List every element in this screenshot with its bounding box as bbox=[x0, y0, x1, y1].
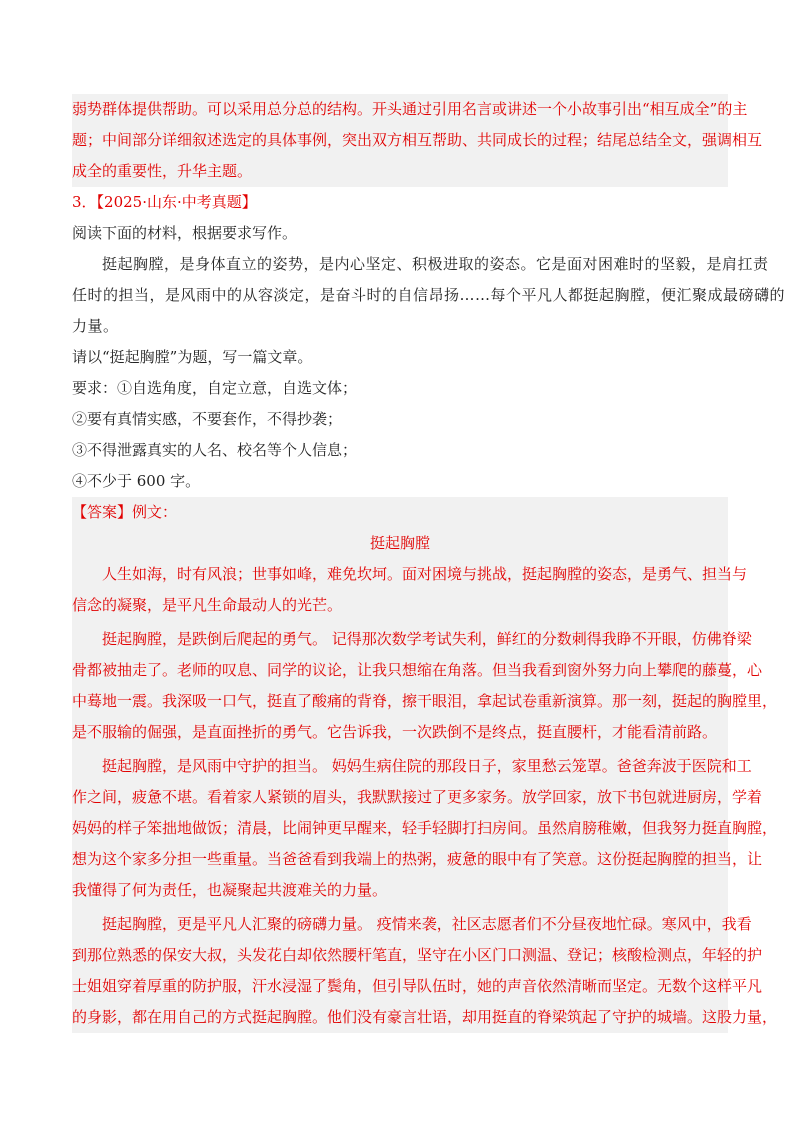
document-page bbox=[72, 94, 786, 1033]
material-line: 挺起胸膛，是身体直立的姿势，是内心坚定、积极进取的姿态。它是面对困难时的坚毅，是肩扛责 bbox=[102, 255, 769, 273]
essay-line: 想为这个家多分担一些重量。当爸爸看到我端上的热粥，疲惫的眼中有了笑意。这份挺起胸膛的担当，让 bbox=[72, 850, 763, 868]
requirement-item: ②要有真情实感，不要套作，不得抄袭； bbox=[72, 410, 343, 428]
intro-line: 成全的重要性，升华主题。 bbox=[72, 162, 253, 180]
question-instruction: 阅读下面的材料，根据要求写作。 bbox=[72, 224, 298, 242]
question-material bbox=[72, 249, 786, 342]
essay-line: 的身影，都在用自己的方式挺起胸膛。他们没有豪言壮语，却用挺直的脊梁筑起了守护的城墙。这股力量， bbox=[72, 1008, 778, 1026]
material-line: 任时的担当，是风雨中的从容淡定，是奋斗时的自信昂扬……每个平凡人都挺起胸膛，便汇聚成最磅礴的 bbox=[72, 286, 786, 304]
material-line: 力量。 bbox=[72, 317, 119, 335]
intro-line: 弱势群体提供帮助。可以采用总分总的结构。开头通过引用名言或讲述一个小故事引出“相互成全”的主 bbox=[72, 100, 748, 118]
essay-line: 人生如海，时有风浪；世事如峰，难免坎坷。面对困境与挑战，挺起胸膛的姿态，是勇气、担当与 bbox=[102, 565, 748, 583]
essay-line: 妈妈的样子笨拙地做饭；清晨，比闹钟更早醒来，轻手轻脚打扫房间。虽然肩膀稚嫩，但我努力挺直胸膛， bbox=[72, 819, 778, 837]
essay-paragraph bbox=[72, 559, 748, 621]
question-number-label: 3．【2025·山东·中考真题】 bbox=[72, 193, 257, 211]
answer-label: 【答案】例文： bbox=[72, 503, 178, 521]
essay-line: 信念的凝聚，是平凡生命最动人的光芒。 bbox=[72, 596, 343, 614]
essay-paragraph bbox=[72, 909, 778, 1033]
requirement-item: ③不得泄露真实的人名、校名等个人信息； bbox=[72, 441, 358, 459]
essay-line: 中蓦地一震。我深吸一口气，挺直了酸痛的背脊，擦干眼泪，拿起试卷重新演算。那一刻，挺起的胸膛里， bbox=[72, 692, 778, 710]
essay-line: 到那位熟悉的保安大叔，头发花白却依然腰杆笔直，坚守在小区门口测温、登记；核酸检测点，年轻的护 bbox=[72, 946, 763, 964]
essay-line: 士姐姐穿着厚重的防护服，汗水浸湿了鬓角，但引导队伍时，她的声音依然清晰而坚定。无数个这样平凡 bbox=[72, 977, 763, 995]
essay-paragraph bbox=[72, 624, 778, 748]
requirement-item: ④不少于 600 字。 bbox=[72, 472, 201, 490]
essay-line: 作之间，疲惫不堪。看着家人紧锁的眉头，我默默接过了更多家务。放学回家，放下书包就进厨房，学着 bbox=[72, 788, 763, 806]
essay-line: 挺起胸膛，更是平凡人汇聚的磅礴力量。 疫情来袭，社区志愿者们不分昼夜地忙碌。寒风中，我看 bbox=[102, 915, 752, 933]
answer-section bbox=[72, 497, 778, 1033]
essay-line: 挺起胸膛，是跌倒后爬起的勇气。 记得那次数学考试失利，鲜红的分数刺得我睁不开眼，仿佛脊梁 bbox=[102, 630, 752, 648]
question-task: 请以“挺起胸膛”为题，写一篇文章。 bbox=[72, 348, 313, 366]
intro-paragraph bbox=[72, 94, 763, 187]
essay-line: 是不服输的倔强，是直面挫折的勇气。它告诉我，一次跌倒不是终点，挺直腰杆，才能看清前路。 bbox=[72, 723, 718, 741]
essay-line: 骨都被抽走了。老师的叹息、同学的议论，让我只想缩在角落。但当我看到窗外努力向上攀爬的藤蔓，心 bbox=[72, 661, 763, 679]
essay-line: 挺起胸膛，是风雨中守护的担当。 妈妈生病住院的那段日子，家里愁云笼罩。爸爸奔波于医院和工 bbox=[102, 757, 752, 775]
essay-line: 我懂得了何为责任，也凝聚起共渡难关的力量。 bbox=[72, 881, 388, 899]
intro-line: 题；中间部分详细叙述选定的具体事例，突出双方相互帮助、共同成长的过程；结尾总结全文，强调相互 bbox=[72, 131, 763, 149]
essay-title: 挺起胸膛 bbox=[369, 534, 430, 552]
requirement-item: 要求：①自选角度，自定立意，自选文体； bbox=[72, 379, 358, 397]
essay-paragraph bbox=[72, 751, 778, 906]
